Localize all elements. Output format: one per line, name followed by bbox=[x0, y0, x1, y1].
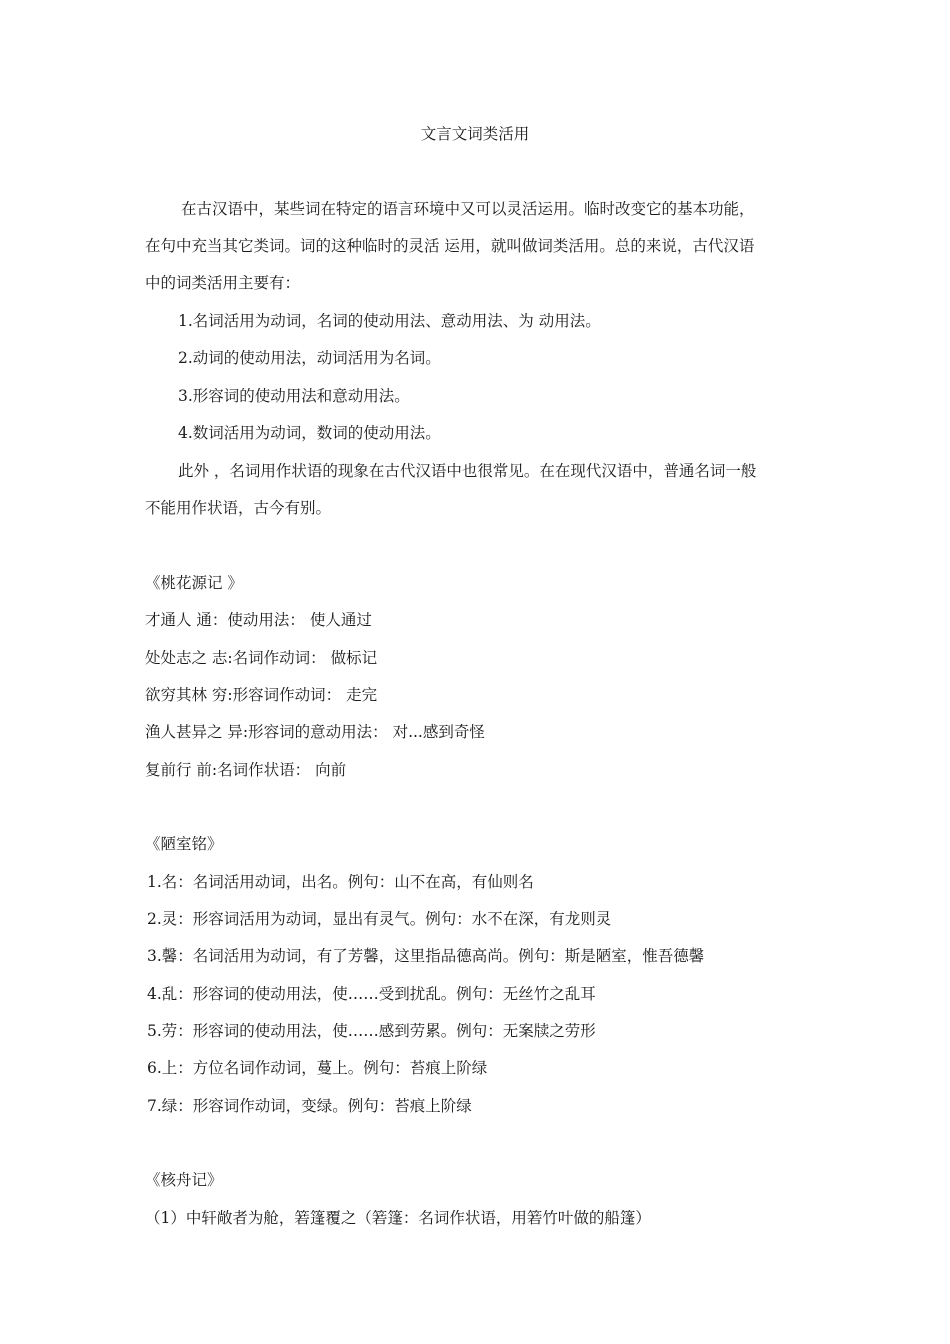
page-title: 文言文词类活用 bbox=[420, 125, 530, 143]
list-item: 复前行 前:名词作状语： 向前 bbox=[145, 761, 347, 779]
list-item: 渔人甚异之 异:形容词的意动用法： 对...感到奇怪 bbox=[145, 723, 485, 741]
type-item-3: 3.形容词的使动用法和意动用法。 bbox=[178, 387, 410, 405]
section-heading-taohuayuanji: 《桃花源记 》 bbox=[145, 574, 243, 592]
section-heading-loushiming: 《陋室铭》 bbox=[145, 835, 223, 853]
list-item: 7.绿：形容词作动词，变绿。例句：苔痕上阶绿 bbox=[147, 1097, 472, 1115]
note-line-1: 此外 ，名词用作状语的现象在古代汉语中也很常见。在在现代汉语中，普通名词一般 bbox=[178, 462, 757, 480]
list-item: 5.劳：形容词的使动用法，使……感到劳累。例句：无案牍之劳形 bbox=[147, 1022, 596, 1040]
list-item: 处处志之 志:名词作动词： 做标记 bbox=[145, 649, 378, 667]
type-item-1: 1.名词活用为动词，名词的使动用法、意动用法、为 动用法。 bbox=[178, 312, 601, 330]
list-item: 2.灵：形容词活用为动词，显出有灵气。例句：水不在深，有龙则灵 bbox=[147, 910, 612, 928]
intro-line-3: 中的词类活用主要有： bbox=[145, 274, 301, 292]
note-line-2: 不能用作状语，古今有别。 bbox=[145, 499, 332, 517]
list-item: 6.上：方位名词作动词，蔓上。例句：苔痕上阶绿 bbox=[147, 1059, 488, 1077]
list-item: 3.馨：名词活用为动词，有了芳馨，这里指品德高尚。例句：斯是陋室，惟吾德馨 bbox=[147, 947, 705, 965]
section-heading-hezhouji: 《核舟记》 bbox=[145, 1171, 223, 1189]
intro-line-1: 在古汉语中，某些词在特定的语言环境中又可以灵活运用。临时改变它的基本功能， bbox=[181, 200, 755, 218]
type-item-4: 4.数词活用为动词，数词的使动用法。 bbox=[178, 424, 441, 442]
intro-line-2: 在句中充当其它类词。词的这种临时的灵活 运用，就叫做词类活用。总的来说，古代汉语 bbox=[145, 237, 755, 255]
list-item: 欲穷其林 穷:形容词作动词： 走完 bbox=[145, 686, 378, 704]
list-item: （1）中轩敞者为舱，箬篷覆之（箬篷：名词作状语，用箬竹叶做的船篷） bbox=[145, 1209, 651, 1227]
list-item: 才通人 通：使动用法： 使人通过 bbox=[145, 611, 372, 629]
type-item-2: 2.动词的使动用法，动词活用为名词。 bbox=[178, 349, 441, 367]
list-item: 1.名：名词活用动词，出名。例句：山不在高，有仙则名 bbox=[147, 873, 534, 891]
list-item: 4.乱：形容词的使动用法，使……受到扰乱。例句：无丝竹之乱耳 bbox=[147, 985, 596, 1003]
